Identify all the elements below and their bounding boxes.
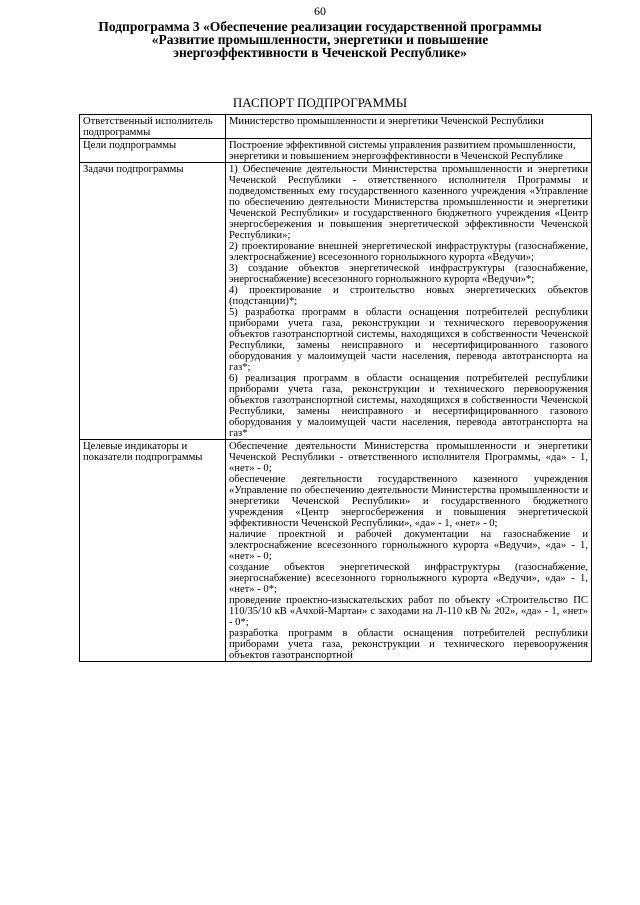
row-value [226, 115, 592, 139]
value-paragraph: 5) разработка программ в области оснащения потребителей республики приборами учета газа, реконструкции и технического перевооружения объектов газотранспортной системы, находящихся в собственности Чеченской Республики, замены неисправного и несертифицированного газового оборудования у малоимущей части населения, перевода автотранспорта на газ*; [229, 307, 588, 373]
value-paragraph: создание объектов энергетической инфраструктуры (газоснабжение, энергоснабжение) всесезонного горнолыжного курорта «Ведучи», «да» - 1, «нет» - 0*; [229, 562, 588, 595]
document-title [60, 20, 580, 59]
title-line: «Развитие промышленности, энергетики и повышение [151, 32, 489, 47]
row-label: Ответственный исполнитель подпрограммы [80, 115, 226, 139]
title-line: Подпрограмма 3 «Обеспечение реализации государственной программы [98, 19, 542, 34]
value-paragraph: наличие проектной и рабочей документации на газоснабжение и электроснабжение всесезонного горнолыжного курорта «Ведучи», «да» - 1, «нет» - 0; [229, 529, 588, 562]
page-number: 60 [314, 4, 326, 18]
value-paragraph: 6) реализация программ в области оснащения потребителей республики приборами учета газа, реконструкции и технического перевооружения объектов газотранспортной системы, находящихся в собственности Чеченской Республики, замены неисправного и несертифицированного газового оборудования у малоимущей части населения, перевода автотранспорта на газ* [229, 373, 588, 439]
table-row [80, 115, 592, 139]
value-paragraph: Обеспечение деятельности Министерства промышленности и энергетики Чеченской Республики - ответственного исполнителя Программы, «да» - 1, «нет» - 0; [229, 441, 588, 474]
row-label: Цели подпрограммы [80, 139, 226, 163]
section-heading: ПАСПОРТ ПОДПРОГРАММЫ [232, 95, 408, 110]
value-paragraph: 4) проектирование и строительство новых энергетических объектов (подстанции)*; [229, 285, 588, 307]
row-value [226, 163, 592, 440]
value-paragraph: 3) создание объектов энергетической инфраструктуры (газоснабжение, энергоснабжение) всесезонного горнолыжного курорта «Ведучи»*; [229, 263, 588, 285]
table-row [80, 440, 592, 662]
row-value [226, 440, 592, 662]
value-paragraph: 1) Обеспечение деятельности Министерства промышленности и энергетики Чеченской Республики - ответственного исполнителя Программы и подведомственных ему государственного казенного учреждения «Управление по обеспечению деятельности Министерства промышленности и энергетики Чеченской Республики» и государственного бюджетного учреждения «Центр энергосбережения и повышения энергетической эффективности Чеченской Республики»; [229, 164, 588, 241]
value-paragraph: 2) проектирование внешней энергетической инфраструктуры (газоснабжение, электроснабжение) всесезонного горнолыжного курорта «Ведучи»; [229, 241, 588, 263]
value-paragraph: проведение проектно-изыскательских работ по объекту «Строительство ПС 110/35/10 кВ «Ачхой-Мартан» с заходами на Л-110 кВ № 202», «да» - 1, «нет» - 0*; [229, 595, 588, 628]
value-paragraph: разработка программ в области оснащения потребителей республики приборами учета газа, реконструкции и технического перевооружения объектов газотранспортной [229, 628, 588, 661]
value-paragraph: Построение эффективной системы управления развитием промышленности, энергетики и повышением энергоэффективности в Чеченской Республике [229, 140, 576, 162]
passport-table [79, 114, 592, 662]
value-paragraph: обеспечение деятельности государственного казенного учреждения «Управление по обеспечению деятельности Министерства промышленности и энергетики Чеченской Республики» и государственного бюджетного учреждения «Центр энергосбережения и повышения энергетической эффективности Чеченской Республики», «да» - 1, «нет» - 0; [229, 474, 588, 529]
value-paragraph: Министерство промышленности и энергетики Чеченской Республики [229, 116, 544, 127]
table-row [80, 163, 592, 440]
row-label: Задачи подпрограммы [80, 163, 226, 440]
table-row [80, 139, 592, 163]
title-line: энергоэффективности в Чеченской Республике» [173, 45, 467, 60]
row-value [226, 139, 592, 163]
row-label: Целевые индикаторы и показатели подпрограммы [80, 440, 226, 662]
